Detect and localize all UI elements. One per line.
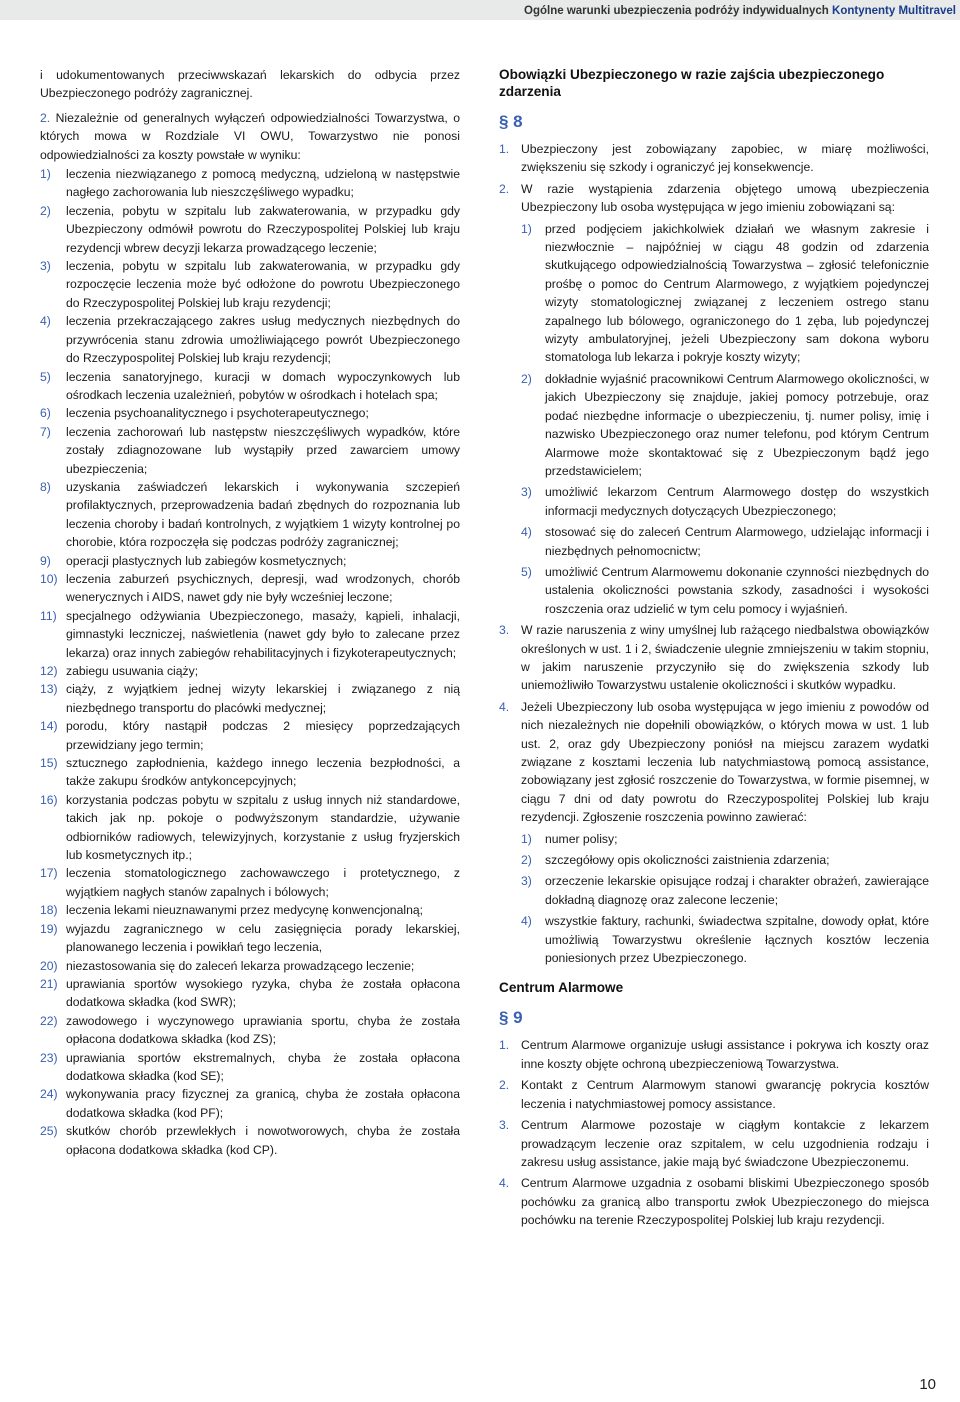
numbered-point bbox=[499, 1174, 929, 1229]
list-item-number: 6) bbox=[40, 406, 51, 421]
list-item-text: wykonywania pracy fizycznej za granicą, chyba że została opłacona dodatkowa składka (kod PF); bbox=[66, 1087, 460, 1120]
point-number: 2. bbox=[499, 1078, 510, 1093]
point-text: Kontakt z Centrum Alarmowym stanowi gwarancję pokrycia kosztów leczenia i natychmiastowej pomocy assistance. bbox=[521, 1078, 929, 1111]
list-item bbox=[40, 662, 460, 680]
section-9-points bbox=[499, 1036, 929, 1229]
continuation-paragraph: i udokumentowanych przeciwwskazań lekarskich do odbycia przez Ubezpieczonego podróży zagranicznej. bbox=[40, 68, 460, 101]
list-item-number: 21) bbox=[40, 976, 58, 991]
list-item-number: 23) bbox=[40, 1050, 58, 1065]
point-text: W razie naruszenia z winy umyślnej lub rażącego niedbalstwa obowiązków określonych w ust. 1 i 2, świadczenie ulegnie zmniejszeniu w takim stopniu, w jakim naruszenie przyczyniło się do zwiększenia szkody lub uniemożliwiło Towarzystwu ustalenie okoliczności i skutków wypadku. bbox=[521, 623, 929, 693]
sub-point-text: numer polisy; bbox=[545, 831, 618, 846]
point-number: 2. bbox=[499, 181, 510, 196]
list-item-number: 22) bbox=[40, 1013, 58, 1028]
list-item-text: niezastosowania się do zaleceń lekarza prowadzącego leczenie; bbox=[66, 958, 415, 973]
numbered-point bbox=[499, 1116, 929, 1171]
list-item bbox=[40, 368, 460, 405]
sub-point-text: orzeczenie lekarskie opisujące rodzaj i charakter obrażeń, zawierające dokładną diagnozę oraz zalecone leczenie; bbox=[545, 874, 929, 907]
point-text: Ubezpieczony jest zobowiązany zapobiec, w miarę możliwości, zwiększeniu się szkody i ograniczyć jej konsekwencje. bbox=[521, 142, 929, 175]
point-number: 1. bbox=[499, 142, 510, 156]
numbered-point bbox=[499, 698, 929, 827]
list-item bbox=[40, 165, 460, 202]
header-title-product: Kontynenty Multitravel bbox=[832, 5, 956, 17]
point-number: 4. bbox=[499, 1176, 510, 1191]
list-item bbox=[40, 1122, 460, 1159]
sub-point-number: 1) bbox=[521, 221, 532, 236]
list-item-text: uprawiania sportów wysokiego ryzyka, chyba że została opłacona dodatkowa składka (kod SWR); bbox=[66, 976, 460, 1010]
list-item-text: korzystania podczas pobytu w szpitalu z usług innych niż standardowe, takich jak np. pokoje o podwyższonym standardzie, używanie odbiorników radiowych, telewizyjnych, korzystanie z usług fryzjerskich lub kosmetycznych itp.; bbox=[66, 792, 460, 863]
list-item-number: 1) bbox=[40, 167, 51, 182]
list-item-number: 4) bbox=[40, 314, 51, 329]
point-text: Centrum Alarmowe pozostaje w ciągłym kontakcie z lekarzem prowadzącym leczenie oraz szpitalem, w celu uzgodnienia rodzaju i zakresu usług assistance, jakie mają być świadczone Ubezpieczonemu. bbox=[521, 1118, 929, 1169]
list-item-text: uprawiania sportów ekstremalnych, chyba że została opłacona dodatkowa składka (kod SE); bbox=[66, 1050, 460, 1083]
list-item-text: leczenia, pobytu w szpitalu lub zakwaterowania, w przypadku gdy rozpoczęcie leczenia może być odłożone do powrotu Ubezpieczonego do Rzeczypospolitej Polskiej lub kraju rezydencji; bbox=[66, 259, 460, 310]
list-item-text: sztucznego zapłodnienia, każdego innego leczenia bezpłodności, a także zakupu środków antykoncepcyjnych; bbox=[66, 756, 460, 789]
list-item-text: uzyskania zaświadczeń lekarskich i wykonywania szczepień profilaktycznych, przeprowadzenia badań zbędnych do rozpoznania lub leczenia choroby i badań kontrolnych, z wyjątkiem 1 wizyty kontrolnej po chorobie, która rozpoczęła się podczas podróży zagranicznej; bbox=[66, 479, 460, 550]
list-item-number: 2) bbox=[40, 203, 51, 218]
sub-point bbox=[521, 872, 929, 909]
list-item bbox=[40, 791, 460, 865]
list-item bbox=[40, 717, 460, 754]
header-title-main: Ogólne warunki ubezpieczenia podróży indywidualnych bbox=[524, 5, 829, 17]
sub-point-text: przed podjęciem jakichkolwiek działań we własnym zakresie i niezwłocznie – najpóźniej w ciągu 48 godzin od zdarzenia skutkującego odpowiedzialnością Towarzystwa – zgłosić telefonicznie prośbę o pomoc do Centrum Alarmowego, z wyjątkiem pojedynczej wizyty stomatologicznej związanej z leczeniem ostrego stanu zapalnego lub bólowego, ograniczonego do 1 zęba, lub pojedynczej wizyty ambulatoryjnej, jeżeli Ubezpieczony sam dokona wyboru stomatologa lub lekarza i pokryje koszty wizyty; bbox=[545, 221, 929, 365]
sub-point bbox=[521, 912, 929, 967]
sub-point bbox=[521, 483, 929, 520]
list-item bbox=[40, 901, 460, 919]
point-number: 1. bbox=[499, 1038, 510, 1053]
point-number: 3. bbox=[499, 623, 510, 638]
list-item-text: leczenia psychoanalitycznego i psychoterapeutycznego; bbox=[66, 406, 369, 421]
header-title bbox=[524, 2, 956, 20]
list-item bbox=[40, 257, 460, 312]
point-2 bbox=[40, 109, 460, 164]
list-item bbox=[40, 920, 460, 957]
list-item-number: 19) bbox=[40, 921, 58, 936]
list-item-text: leczenia sanatoryjnego, kuracji w domach wypoczynkowych lub ośrodkach leczenia uzależnień, pobytów w ośrodkach i hotelach spa; bbox=[66, 369, 460, 402]
list-item-number: 11) bbox=[40, 608, 57, 623]
sub-point bbox=[521, 220, 929, 367]
numbered-point bbox=[499, 1076, 929, 1113]
list-item-number: 24) bbox=[40, 1087, 58, 1102]
running-header bbox=[0, 0, 960, 20]
left-column bbox=[40, 66, 460, 1159]
list-item-number: 5) bbox=[40, 369, 51, 384]
list-item bbox=[40, 864, 460, 901]
numbered-point bbox=[499, 140, 929, 177]
point-number: 4. bbox=[499, 699, 510, 714]
list-item-number: 20) bbox=[40, 958, 58, 973]
list-item bbox=[40, 754, 460, 791]
section-8-points bbox=[499, 140, 929, 967]
list-item bbox=[40, 404, 460, 422]
list-item-text: zawodowego i wyczynowego uprawiania sportu, chyba że została opłacona dodatkowa składka (kod ZS); bbox=[66, 1013, 460, 1047]
list-item bbox=[40, 1012, 460, 1049]
list-item bbox=[40, 1085, 460, 1122]
point-text: Centrum Alarmowe uzgadnia z osobami bliskimi Ubezpieczonego sposób pochówku za granicą albo transportu zwłok Ubezpieczonego do miejsca pochówku na terenie Rzeczypospolitej Polskiej lub kraju rezydencji. bbox=[521, 1176, 929, 1228]
page-number: 10 bbox=[919, 1375, 936, 1393]
sub-point-number: 4) bbox=[521, 914, 532, 929]
section-9-title: Centrum Alarmowe bbox=[499, 980, 624, 996]
sub-point-number: 3) bbox=[521, 485, 532, 500]
list-item-text: porodu, który nastąpił podczas 2 miesięcy poprzedzających przewidziany jego termin; bbox=[66, 719, 460, 752]
section-8-title: Obowiązki Ubezpieczonego w razie zajścia ubezpieczonego zdarzenia bbox=[499, 67, 885, 99]
list-item-number: 16) bbox=[40, 792, 58, 807]
list-item-text: zabiegu usuwania ciąży; bbox=[66, 664, 199, 678]
sub-point-number: 5) bbox=[521, 564, 532, 579]
list-item bbox=[40, 570, 460, 607]
point-text: Jeżeli Ubezpieczony lub osoba występująca w jego imieniu z powodów od nich niezależnych nie dopełnili obowiązków, o których mowa w ust. 1 lub ust. 2, oraz gdy Ubezpieczony poniósł na miejscu zarazem wydatki związane z kosztami leczenia lub natychmiastową pomocą assistance, zobowiązany jest zgłosić roszczenie do Towarzystwa, w formie pisemnej, w ciągu 7 dni od daty powrotu do Rzeczypospolitej Polskiej lub kraju rezydencji. Zgłoszenie roszczenia powinno zawierać: bbox=[521, 699, 929, 825]
sub-point bbox=[521, 523, 929, 560]
sub-point-number: 4) bbox=[521, 525, 532, 540]
sub-point-text: stosować się do zaleceń Centrum Alarmowego, udzielając informacji i niezbędnych pełnomocnictw; bbox=[545, 525, 929, 558]
sub-point-number: 2) bbox=[521, 853, 532, 868]
point-text: Centrum Alarmowe organizuje usługi assistance i pokrywa ich koszty oraz inne koszty objęte ochroną ubezpieczeniową Towarzystwa. bbox=[521, 1038, 929, 1071]
exclusion-list bbox=[40, 165, 460, 1159]
point-text: W razie wystąpienia zdarzenia objętego umową ubezpieczenia Ubezpieczony lub osoba występująca w jego imieniu zobowiązani są: bbox=[521, 181, 929, 215]
right-column bbox=[499, 66, 929, 1230]
list-item-text: leczenia niezwiązanego z pomocą medyczną, udzieloną w następstwie nagłego zachorowania lub nieszczęśliwego wypadku; bbox=[66, 167, 460, 200]
section-8-sign: § 8 bbox=[499, 112, 523, 131]
list-item-text: operacji plastycznych lub zabiegów kosmetycznych; bbox=[66, 553, 347, 568]
list-item-text: leczenia stomatologicznego zachowawczego i protetycznego, z wyjątkiem nagłych stanów zapalnych i bólowych; bbox=[66, 866, 460, 899]
list-item bbox=[40, 312, 460, 367]
sub-point-number: 3) bbox=[521, 874, 532, 889]
list-item-text: leczenia lekami nieuznawanymi przez medycynę konwencjonalną; bbox=[66, 903, 424, 918]
list-item-text: wyjazdu zagranicznego w celu zasięgnięcia porady lekarskiej, planowanego leczenia i powikłań tego leczenia, bbox=[66, 921, 460, 955]
list-item-text: skutków chorób przewlekłych i nowotworowych, chyba że została opłacona dodatkowa składka (kod CP). bbox=[66, 1124, 460, 1157]
numbered-point bbox=[499, 1036, 929, 1073]
sub-point bbox=[521, 563, 929, 618]
sub-point-text: dokładnie wyjaśnić pracownikowi Centrum Alarmowego okoliczności, w jakich Ubezpieczony się znajduje, jakiej pomocy potrzebuje, oraz podać niezbędne informacje o ubezpieczeniu, tj. numer polisy, imię i nazwisko Ubezpieczonego oraz numer telefonu, pod którym Centrum Alarmowe może skontaktować się z Ubezpieczonym bądź jego przedstawicielem; bbox=[545, 371, 929, 478]
list-item-number: 3) bbox=[40, 259, 51, 274]
sub-point bbox=[521, 370, 929, 480]
list-item-number: 15) bbox=[40, 756, 58, 771]
list-item-number: 7) bbox=[40, 424, 51, 439]
sub-point-text: umożliwić lekarzom Centrum Alarmowego dostęp do wszystkich informacji medycznych dotyczących Ubezpieczonego; bbox=[545, 485, 929, 518]
section-9-sign: § 9 bbox=[499, 1008, 523, 1028]
list-item-number: 10) bbox=[40, 571, 58, 586]
list-item-text: specjalnego odżywiania Ubezpieczonego, masaży, kąpieli, inhalacji, gimnastyki leczniczej, naświetlenia (nawet gdy było to zalecane przez lekarza) oraz innych zabiegów rehabilitacyjnych i fizykoterapeutycznych; bbox=[66, 608, 460, 660]
point-number: 2. bbox=[40, 110, 51, 125]
list-item bbox=[40, 957, 460, 975]
sub-point bbox=[521, 851, 929, 869]
numbered-point bbox=[499, 180, 929, 217]
list-item bbox=[40, 552, 460, 570]
list-item-text: leczenia, pobytu w szpitalu lub zakwaterowania, w przypadku gdy Ubezpieczony odmówił powrotu do Rzeczypospolitej Polskiej lub kraju rezydencji wbrew decyzji lekarza prowadzącego leczenie; bbox=[66, 203, 460, 255]
sub-point-number: 1) bbox=[521, 831, 532, 846]
point-number: 3. bbox=[499, 1118, 510, 1133]
list-item bbox=[40, 1049, 460, 1086]
list-item-number: 18) bbox=[40, 903, 58, 918]
list-item bbox=[40, 607, 460, 662]
list-item bbox=[40, 478, 460, 552]
point-text: Niezależnie od generalnych wyłączeń odpowiedzialności Towarzystwa, o których mowa w Rozdziale VI OWU, Towarzystwo nie ponosi odpowiedzialności za koszty powstałe w wyniku: bbox=[40, 110, 460, 162]
list-item-text: leczenia zachorowań lub następstw nieszczęśliwych wypadków, które zostały zdiagnozowane lub wystąpiły przed zawarciem umowy ubezpieczenia; bbox=[66, 424, 460, 476]
list-item-text: leczenia przekraczającego zakres usług medycznych niezbędnych do przywrócenia stanu zdrowia umożliwiającego powrót Ubezpieczonego do Rzeczypospolitej Polskiej lub kraju rezydencji; bbox=[66, 314, 460, 366]
list-item bbox=[40, 975, 460, 1012]
sub-point-text: umożliwić Centrum Alarmowemu dokonanie czynności niezbędnych do ustalenia okoliczności powstania szkody, zasadności i wysokości roszczenia oraz udzielić w tym celu pomocy i wyjaśnień. bbox=[545, 564, 929, 616]
sub-point bbox=[521, 830, 929, 848]
sub-point-number: 2) bbox=[521, 371, 532, 386]
list-item-number: 8) bbox=[40, 479, 51, 494]
numbered-point bbox=[499, 621, 929, 695]
list-item bbox=[40, 423, 460, 478]
list-item-number: 14) bbox=[40, 719, 58, 734]
sub-point-text: szczegółowy opis okoliczności zaistnienia zdarzenia; bbox=[545, 853, 830, 868]
list-item bbox=[40, 202, 460, 257]
list-item-number: 12) bbox=[40, 664, 58, 678]
list-item-text: leczenia zaburzeń psychicznych, depresji, wad wrodzonych, chorób wenerycznych i AIDS, nawet gdy nie były wcześniej leczone; bbox=[66, 571, 460, 605]
list-item-text: ciąży, z wyjątkiem jednej wizyty lekarskiej i związanego z nią niezbędnego transportu do placówki medycznej; bbox=[66, 682, 460, 715]
list-item-number: 25) bbox=[40, 1124, 58, 1139]
list-item bbox=[40, 680, 460, 717]
list-item-number: 17) bbox=[40, 866, 58, 881]
sub-point-text: wszystkie faktury, rachunki, świadectwa szpitalne, dowody opłat, które umożliwią Towarzystwu określenie łącznych kosztów leczenia poniesionych przez Ubezpieczonego. bbox=[545, 914, 929, 966]
list-item-number: 13) bbox=[40, 682, 58, 697]
list-item-number: 9) bbox=[40, 553, 51, 568]
